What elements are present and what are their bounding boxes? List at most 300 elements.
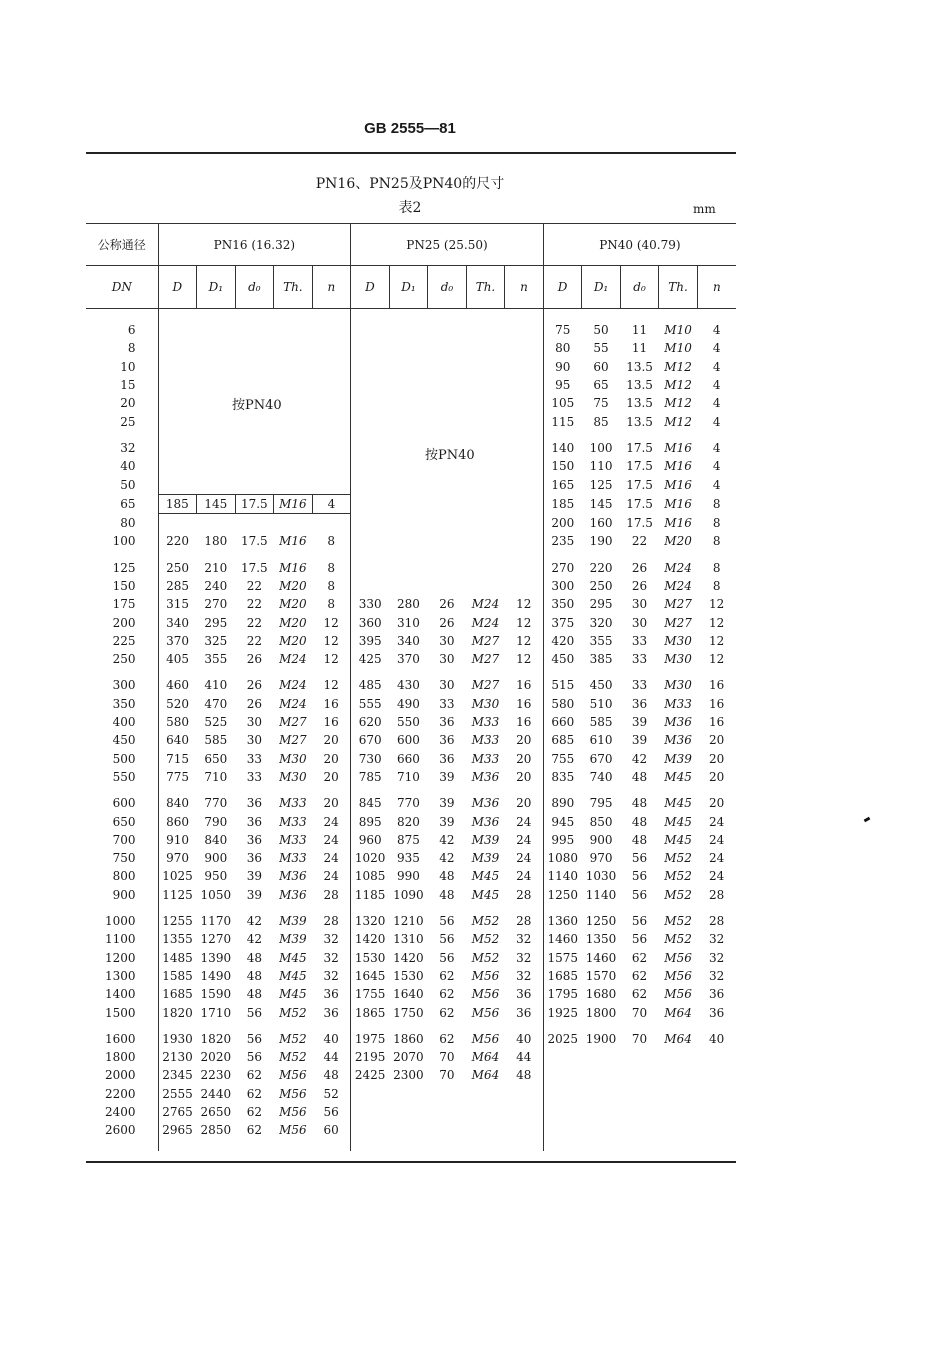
cell-pn16-D1: 900 bbox=[204, 851, 228, 866]
cell-pn25-Th bbox=[466, 339, 505, 357]
cell-pn16-Th: M27 bbox=[279, 733, 307, 748]
cell-pn40-D: 80 bbox=[543, 339, 582, 357]
cell-pn40-d0: 13.5 bbox=[626, 359, 653, 374]
cell-pn16-D1: 525 bbox=[204, 715, 228, 730]
cell-pn25-n bbox=[505, 376, 544, 394]
cell-pn40-Th: M16 bbox=[664, 459, 692, 474]
cell-dn: 350 bbox=[112, 696, 136, 711]
col-header-n: n bbox=[312, 266, 351, 309]
cell-pn25-Th bbox=[466, 513, 505, 532]
table-row bbox=[86, 457, 736, 475]
table-row bbox=[86, 904, 736, 930]
cell-pn40-D1: 1900 bbox=[585, 1031, 617, 1046]
cell-dn: 25 bbox=[120, 414, 136, 429]
cell-pn40-n: 4 bbox=[712, 459, 721, 474]
cell-pn16-Th: M16 bbox=[274, 494, 313, 513]
cell-pn16-D1 bbox=[197, 376, 236, 394]
cell-pn16-D1: 950 bbox=[204, 869, 228, 884]
cell-pn25-d0: 42 bbox=[439, 851, 455, 866]
table-caption: PN16、PN25及PN40的尺寸 bbox=[315, 176, 505, 192]
cell-pn16-Th: M39 bbox=[279, 932, 307, 947]
cell-pn40-n: 36 bbox=[709, 1005, 725, 1020]
cell-pn40-D1: 970 bbox=[589, 851, 613, 866]
cell-pn40-D: 450 bbox=[543, 650, 582, 668]
cell-pn16-D bbox=[158, 431, 197, 457]
cell-pn16-n: 8 bbox=[327, 597, 335, 612]
cell-pn40-n: 20 bbox=[709, 751, 725, 766]
cell-pn16-d0: 26 bbox=[246, 678, 262, 693]
cell-pn40-D1: 75 bbox=[593, 396, 609, 411]
cell-pn40-n: 24 bbox=[709, 814, 725, 829]
cell-pn16-d0 bbox=[235, 309, 274, 340]
cell-pn40-n: 16 bbox=[709, 678, 725, 693]
table-row bbox=[86, 1066, 736, 1084]
table-row bbox=[86, 394, 736, 412]
cell-pn16-Th: M24 bbox=[279, 678, 307, 693]
cell-pn16-D1: 1710 bbox=[200, 1005, 232, 1020]
cell-pn40-D1: 900 bbox=[589, 832, 613, 847]
cell-pn40-Th: M56 bbox=[664, 987, 692, 1002]
cell-pn16-d0 bbox=[235, 358, 274, 376]
cell-pn16-Th: M20 bbox=[279, 597, 307, 612]
cell-pn16-Th: M45 bbox=[279, 968, 307, 983]
cell-pn16-n: 8 bbox=[327, 534, 335, 549]
table-row bbox=[86, 1003, 736, 1021]
cell-pn16-n bbox=[312, 412, 351, 430]
cell-pn16-Th: M36 bbox=[279, 869, 307, 884]
cell-pn40-n: 36 bbox=[709, 987, 725, 1002]
cell-pn16-D: 1025 bbox=[158, 867, 197, 885]
cell-pn40-d0: 33 bbox=[631, 678, 648, 693]
cell-pn25-D1: 2070 bbox=[393, 1050, 424, 1065]
cell-pn16-Th bbox=[274, 358, 313, 376]
cell-pn25-D1 bbox=[389, 309, 428, 340]
cell-dn: 80 bbox=[120, 515, 136, 530]
col-header-D1: D₁ bbox=[197, 266, 236, 309]
cell-pn25-n: 24 bbox=[516, 832, 532, 847]
cell-pn25-d0: 30 bbox=[439, 652, 455, 667]
cell-pn16-Th: M56 bbox=[279, 1086, 307, 1101]
cell-pn16-n bbox=[312, 339, 351, 357]
cell-pn40-D1: 190 bbox=[589, 534, 613, 549]
cell-pn25-Th bbox=[466, 309, 505, 340]
cell-dn: 300 bbox=[112, 678, 136, 693]
cell-pn40-D: 115 bbox=[543, 412, 582, 430]
cell-pn25-D bbox=[351, 551, 390, 577]
cell-pn16-D: 860 bbox=[158, 812, 197, 830]
cell-pn25-d0: 62 bbox=[439, 1031, 455, 1046]
cell-pn25-Th bbox=[466, 1121, 505, 1151]
cell-pn16-D1: 180 bbox=[204, 534, 228, 549]
cell-pn40-d0: 17.5 bbox=[626, 515, 653, 530]
cell-pn16-D bbox=[158, 457, 197, 475]
cell-pn40-D1: 385 bbox=[589, 652, 613, 667]
cell-pn40-d0: 30 bbox=[631, 615, 648, 630]
cell-pn16-D: 2130 bbox=[158, 1048, 197, 1066]
cell-pn25-n bbox=[505, 1085, 544, 1103]
cell-pn25-Th: M52 bbox=[471, 914, 500, 929]
cell-pn25-D1: 875 bbox=[396, 832, 420, 847]
cell-dn: 8 bbox=[127, 341, 136, 356]
cell-dn: 200 bbox=[112, 615, 136, 630]
cell-pn16-d0: 42 bbox=[246, 914, 262, 929]
cell-pn25-D: 425 bbox=[351, 650, 390, 668]
cell-pn40-D1: 1460 bbox=[585, 950, 617, 965]
cell-pn16-D1: 2230 bbox=[200, 1068, 232, 1083]
cell-pn16-n: 16 bbox=[323, 696, 339, 711]
cell-pn40-D: 140 bbox=[543, 431, 582, 457]
cell-pn40-Th bbox=[659, 1048, 698, 1066]
cell-pn25-n bbox=[505, 309, 544, 340]
cell-pn40-d0: 22 bbox=[631, 534, 648, 549]
cell-pn16-d0: 62 bbox=[246, 1123, 262, 1138]
cell-pn25-D: 485 bbox=[351, 668, 390, 694]
cell-pn40-D: 1795 bbox=[543, 985, 582, 1003]
cell-pn40-D1 bbox=[582, 1066, 621, 1084]
pn40-group-header: PN40 (40.79) bbox=[543, 224, 736, 266]
cell-pn25-D1: 600 bbox=[396, 733, 420, 748]
cell-pn16-d0: 36 bbox=[246, 832, 262, 847]
cell-pn25-n: 20 bbox=[516, 733, 532, 748]
cell-pn16-D1: 145 bbox=[197, 494, 236, 513]
col-header-d0: d₀ bbox=[428, 266, 467, 309]
cell-pn40-d0: 36 bbox=[631, 696, 648, 711]
cell-pn25-d0 bbox=[428, 532, 467, 550]
cell-pn25-Th: M64 bbox=[471, 1068, 500, 1083]
table-row bbox=[86, 985, 736, 1003]
cell-pn16-Th: M27 bbox=[279, 715, 307, 730]
cell-pn25-D1 bbox=[389, 376, 428, 394]
cell-pn40-Th: M52 bbox=[664, 887, 692, 902]
cell-pn16-d0: 62 bbox=[246, 1105, 262, 1120]
cell-pn25-D1 bbox=[389, 475, 428, 494]
cell-pn16-D bbox=[158, 376, 197, 394]
cell-pn25-n: 16 bbox=[516, 678, 532, 693]
cell-pn16-D1: 2020 bbox=[200, 1050, 232, 1065]
cell-pn25-n bbox=[505, 551, 544, 577]
cell-pn25-D: 895 bbox=[351, 812, 390, 830]
cell-pn16-d0: 30 bbox=[246, 715, 262, 730]
cell-pn25-D bbox=[351, 494, 390, 513]
cell-pn16-n: 8 bbox=[327, 579, 335, 593]
cell-pn16-d0: 39 bbox=[246, 869, 262, 884]
cell-pn40-n: 4 bbox=[712, 323, 721, 338]
cell-pn40-d0: 17.5 bbox=[626, 459, 653, 474]
cell-dn: 450 bbox=[112, 733, 136, 748]
cell-pn25-D: 1420 bbox=[351, 930, 390, 948]
cell-dn: 2400 bbox=[105, 1105, 136, 1120]
cell-pn40-n bbox=[697, 1048, 736, 1066]
cell-pn25-n bbox=[505, 532, 544, 550]
cell-pn40-Th: M52 bbox=[664, 932, 692, 947]
dn-header: DN bbox=[86, 266, 158, 309]
cell-pn25-d0 bbox=[428, 513, 467, 532]
cell-pn25-D1: 430 bbox=[396, 678, 420, 693]
cell-pn25-n bbox=[505, 358, 544, 376]
cell-pn40-n: 4 bbox=[712, 359, 721, 374]
cell-pn40-D: 375 bbox=[543, 613, 582, 631]
cell-pn40-D: 300 bbox=[543, 577, 582, 595]
cell-pn40-D1: 610 bbox=[589, 733, 613, 748]
cell-pn25-d0: 39 bbox=[439, 796, 455, 811]
cell-pn25-D1 bbox=[389, 339, 428, 357]
cell-pn25-D1: 2300 bbox=[393, 1068, 424, 1083]
cell-pn25-d0: 56 bbox=[439, 914, 455, 929]
cell-pn25-d0: 48 bbox=[439, 869, 455, 884]
cell-pn40-D bbox=[543, 1121, 582, 1151]
cell-pn16-n: 56 bbox=[323, 1105, 339, 1120]
cell-pn25-n bbox=[505, 431, 544, 457]
cell-pn16-D1: 2650 bbox=[200, 1105, 232, 1120]
cell-pn25-n: 24 bbox=[516, 814, 532, 829]
cell-pn16-D1: 410 bbox=[204, 678, 228, 693]
cell-pn40-d0: 62 bbox=[631, 968, 648, 983]
cell-dn: 65 bbox=[120, 496, 136, 511]
cell-pn16-D: 1685 bbox=[158, 985, 197, 1003]
cell-pn40-Th: M52 bbox=[664, 914, 692, 929]
cell-pn16-D1 bbox=[197, 513, 236, 532]
cell-pn40-d0: 17.5 bbox=[626, 440, 653, 455]
cell-pn40-Th: M56 bbox=[664, 968, 692, 983]
cell-pn40-D: 185 bbox=[543, 494, 582, 513]
cell-dn: 225 bbox=[112, 633, 136, 648]
cell-pn25-Th: M36 bbox=[471, 769, 500, 784]
header-row-groups bbox=[86, 224, 736, 266]
cell-pn16-d0: 22 bbox=[246, 633, 262, 648]
cell-pn25-D: 1865 bbox=[351, 1003, 390, 1021]
cell-pn25-d0 bbox=[428, 577, 467, 595]
cell-pn16-d0: 26 bbox=[246, 652, 262, 667]
cell-pn16-D: 775 bbox=[158, 768, 197, 786]
cell-pn25-Th: M39 bbox=[471, 832, 500, 847]
cell-pn25-D1: 1210 bbox=[393, 914, 424, 929]
cell-pn25-D1: 490 bbox=[396, 696, 420, 711]
cell-pn25-D bbox=[351, 513, 390, 532]
cell-pn40-n: 32 bbox=[709, 932, 725, 947]
cell-pn25-n: 40 bbox=[516, 1031, 532, 1046]
cell-pn16-D bbox=[158, 339, 197, 357]
cell-pn40-D1 bbox=[582, 1103, 621, 1121]
cell-pn25-D bbox=[351, 394, 390, 412]
cell-pn25-n: 20 bbox=[516, 769, 532, 784]
cell-pn16-D: 970 bbox=[158, 849, 197, 867]
cell-pn40-Th bbox=[659, 1085, 698, 1103]
cell-pn40-d0: 56 bbox=[631, 932, 648, 947]
cell-pn16-D1: 1590 bbox=[200, 987, 232, 1002]
cell-dn: 700 bbox=[112, 832, 136, 847]
cell-pn40-D: 95 bbox=[543, 376, 582, 394]
cell-pn40-D1: 110 bbox=[589, 459, 613, 474]
cell-pn25-D1: 1310 bbox=[393, 932, 424, 947]
cell-pn25-Th bbox=[466, 532, 505, 550]
cell-pn16-n: 20 bbox=[323, 751, 339, 766]
cell-pn16-D1: 295 bbox=[204, 615, 228, 630]
cell-pn25-Th: M30 bbox=[471, 696, 500, 711]
cell-pn16-Th: M52 bbox=[279, 1050, 307, 1065]
cell-pn16-D: 315 bbox=[158, 595, 197, 613]
cell-pn25-D: 2425 bbox=[351, 1066, 390, 1084]
cell-pn40-d0: 62 bbox=[631, 950, 648, 965]
cell-pn40-Th: M27 bbox=[664, 597, 692, 612]
cell-pn16-d0: 62 bbox=[246, 1068, 262, 1083]
table-row bbox=[86, 750, 736, 768]
cell-pn25-n: 16 bbox=[516, 696, 532, 711]
cell-pn25-Th bbox=[466, 1085, 505, 1103]
cell-pn16-n: 28 bbox=[323, 914, 339, 929]
cell-pn16-D1 bbox=[197, 412, 236, 430]
cell-pn40-D1: 100 bbox=[589, 440, 613, 455]
cell-pn40-n: 4 bbox=[712, 378, 721, 393]
cell-pn40-D1: 60 bbox=[593, 359, 609, 374]
cell-pn16-D bbox=[158, 309, 197, 340]
cell-pn16-n: 32 bbox=[323, 968, 339, 983]
table-row bbox=[86, 376, 736, 394]
cell-pn25-Th: M27 bbox=[471, 652, 500, 667]
cell-pn40-D: 515 bbox=[543, 668, 582, 694]
cell-pn25-d0: 39 bbox=[439, 769, 455, 784]
cell-pn16-D bbox=[158, 513, 197, 532]
cell-pn25-D bbox=[351, 1121, 390, 1151]
cell-pn16-n bbox=[312, 431, 351, 457]
cell-pn25-D: 330 bbox=[351, 595, 390, 613]
cell-pn40-D: 2025 bbox=[543, 1022, 582, 1048]
cell-pn40-Th: M45 bbox=[664, 769, 692, 784]
cell-pn16-d0: 48 bbox=[246, 968, 262, 983]
cell-pn25-D1: 310 bbox=[396, 615, 420, 630]
cell-pn16-D: 715 bbox=[158, 750, 197, 768]
cell-pn25-D: 555 bbox=[351, 695, 390, 713]
cell-dn: 10 bbox=[120, 359, 136, 374]
cell-pn25-n: 24 bbox=[516, 869, 532, 884]
cell-pn25-d0: 62 bbox=[439, 987, 455, 1002]
table-row bbox=[86, 309, 736, 340]
cell-pn25-n: 32 bbox=[516, 968, 532, 983]
cell-pn16-D1: 1820 bbox=[200, 1031, 232, 1046]
cell-pn40-n: 24 bbox=[709, 832, 725, 847]
cell-pn40-D: 200 bbox=[543, 513, 582, 532]
cell-pn40-D1 bbox=[582, 1048, 621, 1066]
cell-pn40-D1: 1250 bbox=[585, 914, 617, 929]
cell-pn25-D1: 710 bbox=[396, 769, 420, 784]
nominal-diameter-header: 公称通径 bbox=[86, 224, 158, 266]
cell-dn: 1500 bbox=[105, 1005, 136, 1020]
cell-pn16-n: 16 bbox=[323, 715, 339, 730]
cell-pn16-n: 32 bbox=[323, 950, 339, 965]
cell-pn40-D: 105 bbox=[543, 394, 582, 412]
cell-pn16-d0: 22 bbox=[246, 615, 262, 630]
cell-pn40-n: 8 bbox=[712, 579, 721, 593]
cell-dn: 900 bbox=[112, 887, 136, 902]
cell-pn25-d0: 62 bbox=[439, 1005, 455, 1020]
cell-pn40-D1: 740 bbox=[589, 769, 613, 784]
cell-pn40-d0: 33 bbox=[631, 652, 648, 667]
cell-pn16-Th: M16 bbox=[279, 534, 307, 549]
cell-pn16-D1: 355 bbox=[204, 652, 228, 667]
cell-pn25-n: 36 bbox=[516, 987, 532, 1002]
standard-number: GB 2555—81 bbox=[364, 120, 456, 137]
cell-pn40-n: 8 bbox=[712, 560, 721, 575]
cell-pn25-Th: M33 bbox=[471, 751, 500, 766]
flange-dimension-table bbox=[86, 223, 736, 1151]
cell-pn16-d0: 36 bbox=[246, 851, 262, 866]
cell-pn25-d0 bbox=[428, 412, 467, 430]
cell-pn25-D: 960 bbox=[351, 831, 390, 849]
cell-pn25-D1: 340 bbox=[396, 633, 420, 648]
cell-pn16-d0 bbox=[235, 412, 274, 430]
cell-pn16-D: 580 bbox=[158, 713, 197, 731]
cell-pn16-d0: 39 bbox=[246, 887, 262, 902]
cell-pn40-Th: M36 bbox=[664, 715, 692, 730]
cell-pn40-D1: 85 bbox=[593, 414, 609, 429]
cell-pn16-Th bbox=[274, 475, 313, 494]
cell-pn40-d0: 26 bbox=[631, 560, 648, 575]
cell-pn40-Th: M30 bbox=[664, 678, 692, 693]
cell-pn25-D1: 280 bbox=[396, 597, 420, 612]
table-row bbox=[86, 339, 736, 357]
cell-dn: 650 bbox=[112, 814, 136, 829]
table-row bbox=[86, 1022, 736, 1048]
cell-pn16-Th: M33 bbox=[279, 796, 307, 811]
cell-dn: 50 bbox=[120, 477, 136, 492]
col-header-n: n bbox=[505, 266, 544, 309]
cell-pn25-d0 bbox=[428, 1085, 467, 1103]
cell-pn25-D1 bbox=[389, 577, 428, 595]
cell-pn40-n bbox=[697, 1066, 736, 1084]
cell-dn: 40 bbox=[120, 459, 136, 474]
scan-mark bbox=[864, 817, 871, 823]
table-body bbox=[86, 309, 736, 1152]
cell-dn: 1200 bbox=[105, 950, 136, 965]
cell-pn40-D: 235 bbox=[543, 532, 582, 550]
cell-pn16-Th: M20 bbox=[279, 579, 307, 593]
cell-pn25-Th bbox=[466, 494, 505, 513]
cell-pn25-d0 bbox=[428, 394, 467, 412]
cell-pn40-D: 165 bbox=[543, 475, 582, 494]
cell-pn40-D: 150 bbox=[543, 457, 582, 475]
cell-pn25-D: 785 bbox=[351, 768, 390, 786]
cell-pn25-d0: 36 bbox=[439, 715, 455, 730]
cell-pn25-n: 32 bbox=[516, 932, 532, 947]
cell-pn25-Th bbox=[466, 412, 505, 430]
cell-pn16-Th: M16 bbox=[279, 560, 307, 575]
cell-pn25-n: 28 bbox=[516, 914, 532, 929]
cell-pn16-D1: 1270 bbox=[200, 932, 232, 947]
cell-pn16-D1 bbox=[197, 394, 236, 412]
cell-pn25-D: 730 bbox=[351, 750, 390, 768]
cell-pn40-d0: 11 bbox=[631, 341, 648, 356]
cell-pn16-D: 2965 bbox=[158, 1121, 197, 1151]
cell-pn16-d0 bbox=[235, 376, 274, 394]
cell-pn25-d0: 56 bbox=[439, 950, 455, 965]
cell-pn16-D1: 710 bbox=[204, 769, 228, 784]
cell-pn16-D: 405 bbox=[158, 650, 197, 668]
cell-pn40-D1: 250 bbox=[589, 579, 613, 593]
cell-pn16-d0: 48 bbox=[246, 987, 262, 1002]
cell-pn25-D1 bbox=[389, 1121, 428, 1151]
cell-pn40-D1: 1680 bbox=[585, 987, 617, 1002]
cell-pn16-D: 370 bbox=[158, 632, 197, 650]
cell-pn40-D: 1140 bbox=[543, 867, 582, 885]
cell-pn16-D: 1355 bbox=[158, 930, 197, 948]
cell-pn25-Th bbox=[466, 475, 505, 494]
cell-pn40-D1: 1030 bbox=[585, 869, 617, 884]
cell-dn: 175 bbox=[112, 597, 136, 612]
cell-pn25-D bbox=[351, 431, 390, 457]
cell-pn25-D1 bbox=[389, 551, 428, 577]
cell-pn25-Th bbox=[466, 394, 505, 412]
cell-pn25-D1 bbox=[389, 513, 428, 532]
cell-pn40-Th: M16 bbox=[664, 477, 692, 492]
